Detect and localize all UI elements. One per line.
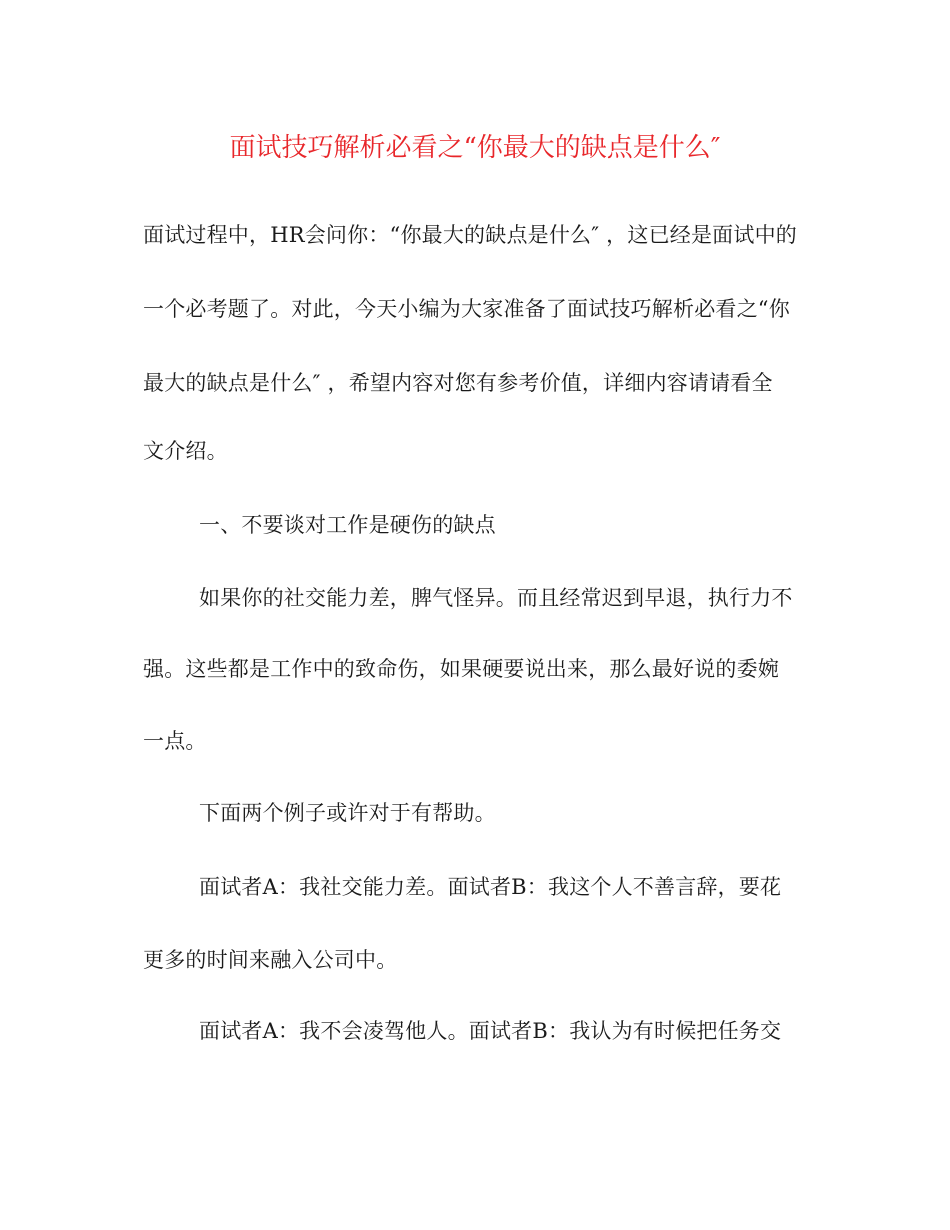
paragraph-line: 最大的缺点是什么″ ，希望内容对您有参考价值，详细内容请请看全 [143,371,773,395]
document-title: 面试技巧解析必看之“你最大的缺点是什么″ [229,133,721,163]
paragraph-line: 一点。 [143,729,207,753]
paragraph-line: 面试过程中，HR会问你：“你最大的缺点是什么″ ，这已经是面试中的 [143,223,797,247]
section-heading: 一、不要谈对工作是硬伤的缺点 [199,513,496,537]
paragraph-line: 如果你的社交能力差，脾气怪异。而且经常迟到早退，执行力不 [199,586,793,610]
paragraph-line: 下面两个例子或许对于有帮助。 [199,801,496,825]
paragraph-line: 更多的时间来融入公司中。 [143,948,398,972]
paragraph-line: 面试者A：我社交能力差。面试者B：我这个人不善言辞，要花 [199,875,782,899]
paragraph-line: 面试者A：我不会凌驾他人。面试者B：我认为有时候把任务交 [199,1019,782,1043]
paragraph-line: 文介绍。 [143,439,228,463]
paragraph-line: 一个必考题了。对此，今天小编为大家准备了面试技巧解析必看之“你 [143,297,790,321]
paragraph-line: 强。这些都是工作中的致命伤，如果硬要说出来，那么最好说的委婉 [143,657,779,681]
